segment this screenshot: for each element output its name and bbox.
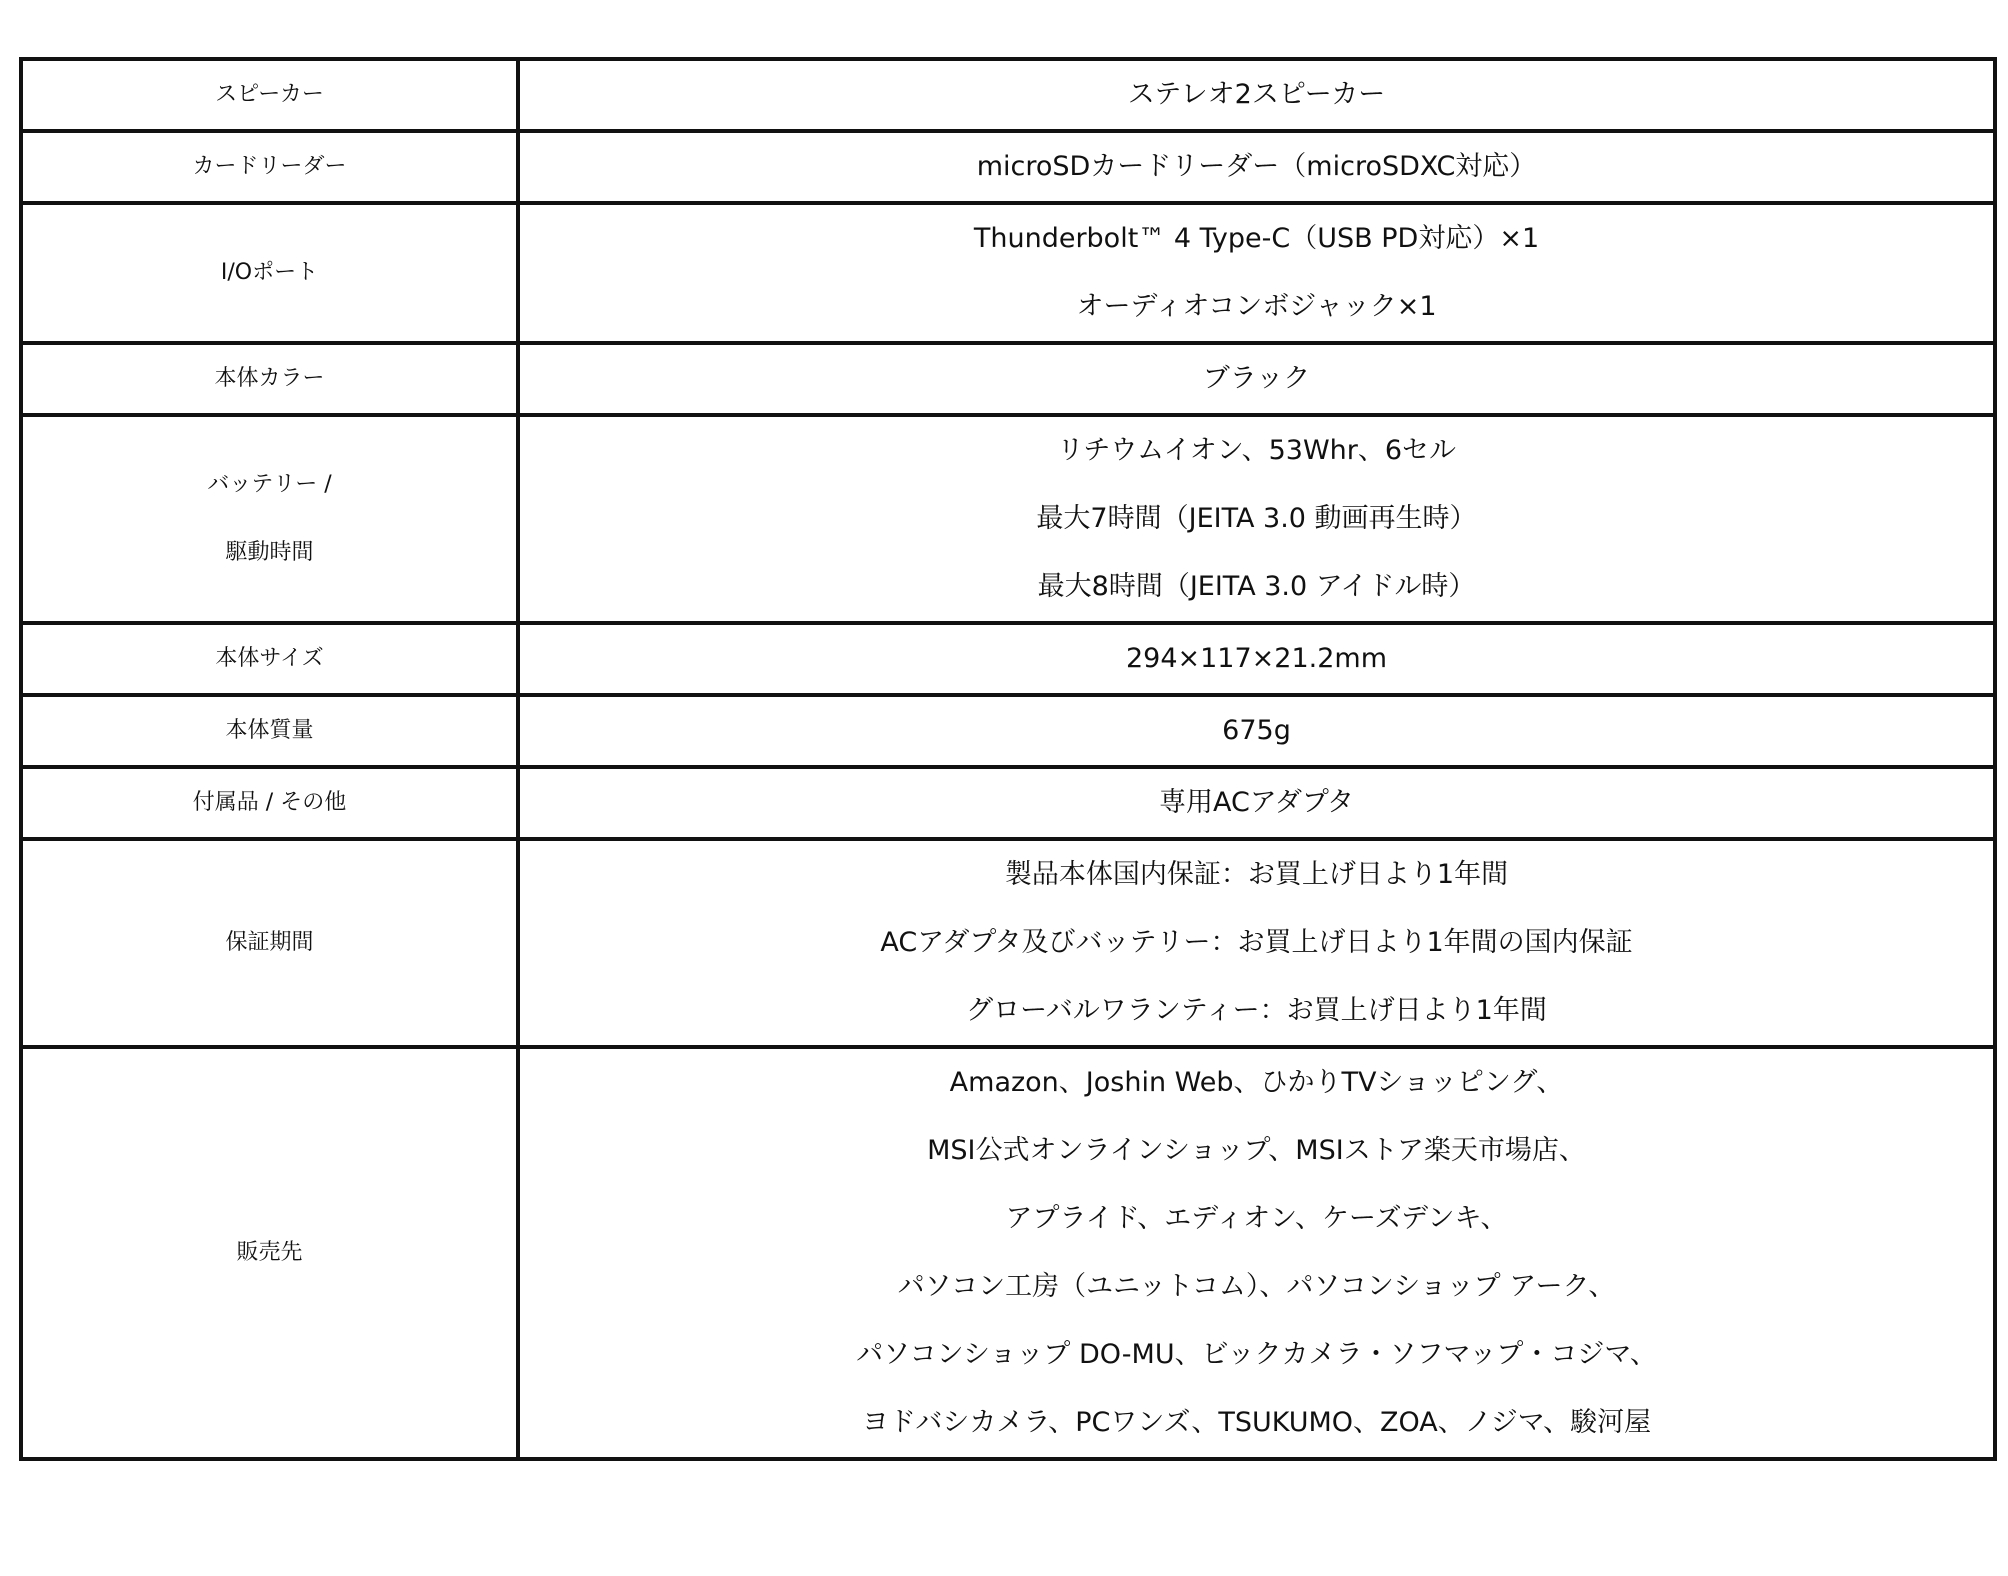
row-label-text: バッテリー / xyxy=(207,472,332,497)
row-value-text: ステレオ2スピーカー xyxy=(1127,79,1386,110)
row-label-text: 本体サイズ xyxy=(215,646,324,671)
row-label xyxy=(21,623,518,695)
row-label-text: 駆動時間 xyxy=(225,540,314,565)
row-value-text: microSDカードリーダー（microSDXC対応） xyxy=(976,151,1537,182)
row-value xyxy=(518,131,1995,203)
row-value xyxy=(518,839,1995,1047)
row-label xyxy=(21,343,518,415)
table-row xyxy=(21,1047,1995,1459)
table-row xyxy=(21,623,1995,695)
row-value-text: MSI公式オンラインショップ、MSIストア楽天市場店、 xyxy=(927,1135,1586,1166)
row-value-text: 675g xyxy=(1222,715,1291,746)
row-value-text: 294×117×21.2mm xyxy=(1125,643,1388,674)
table-row xyxy=(21,415,1995,623)
row-label-text: I/Oポート xyxy=(220,260,319,285)
row-value-text: ACアダプタ及びバッテリー：お買上げ日より1年間の国内保証 xyxy=(880,927,1633,958)
row-value-text: 最大8時間（JEITA 3.0 アイドル時） xyxy=(1037,571,1476,602)
row-label-text: スピーカー xyxy=(215,82,324,107)
row-value xyxy=(518,623,1995,695)
table-row xyxy=(21,839,1995,1047)
row-value-text: Amazon、Joshin Web、ひかりTVショッピング、 xyxy=(949,1067,1564,1098)
row-label xyxy=(21,415,518,623)
row-value xyxy=(518,767,1995,839)
row-value-text: パソコン工房（ユニットコム）、パソコンショップ アーク、 xyxy=(897,1271,1616,1302)
row-label xyxy=(21,131,518,203)
row-label-text: 本体質量 xyxy=(225,718,314,743)
row-value xyxy=(518,203,1995,343)
row-value xyxy=(518,695,1995,767)
row-label xyxy=(21,203,518,343)
row-label xyxy=(21,839,518,1047)
row-value-text: 製品本体国内保証：お買上げ日より1年間 xyxy=(1004,859,1509,890)
row-value-text: 専用ACアダプタ xyxy=(1158,787,1355,818)
row-value xyxy=(518,343,1995,415)
row-value-text: アプライド、エディオン、ケーズデンキ、 xyxy=(1005,1203,1508,1234)
row-value-text: ヨドバシカメラ、PCワンズ、TSUKUMO、ZOA、ノジマ、駿河屋 xyxy=(861,1407,1652,1438)
row-label-text: 販売先 xyxy=(236,1240,303,1265)
table-row xyxy=(21,695,1995,767)
row-value-text: リチウムイオン、53Whr、6セル xyxy=(1056,435,1457,466)
row-label-text: カードリーダー xyxy=(192,154,347,179)
table-row xyxy=(21,59,1995,131)
row-label xyxy=(21,767,518,839)
spec-table xyxy=(19,57,1997,1461)
row-label-text: 保証期間 xyxy=(225,930,314,955)
row-value xyxy=(518,1047,1995,1459)
row-value xyxy=(518,59,1995,131)
row-value xyxy=(518,415,1995,623)
table-row xyxy=(21,343,1995,415)
row-label xyxy=(21,59,518,131)
row-label-text: 本体カラー xyxy=(214,366,325,391)
row-value-text: ブラック xyxy=(1202,363,1311,394)
table-row xyxy=(21,767,1995,839)
row-value-text: オーディオコンボジャック×1 xyxy=(1076,291,1437,322)
row-value-text: Thunderbolt™ 4 Type-C（USB PD対応）×1 xyxy=(973,223,1540,254)
table-row xyxy=(21,203,1995,343)
table-row xyxy=(21,131,1995,203)
row-value-text: グローバルワランティー：お買上げ日より1年間 xyxy=(966,995,1547,1026)
row-label xyxy=(21,695,518,767)
row-value-text: パソコンショップ DO-MU、ビックカメラ・ソフマップ・コジマ、 xyxy=(856,1339,1657,1370)
row-value-text: 最大7時間（JEITA 3.0 動画再生時） xyxy=(1036,503,1477,534)
row-label-text: 付属品 / その他 xyxy=(192,790,347,815)
row-label xyxy=(21,1047,518,1459)
